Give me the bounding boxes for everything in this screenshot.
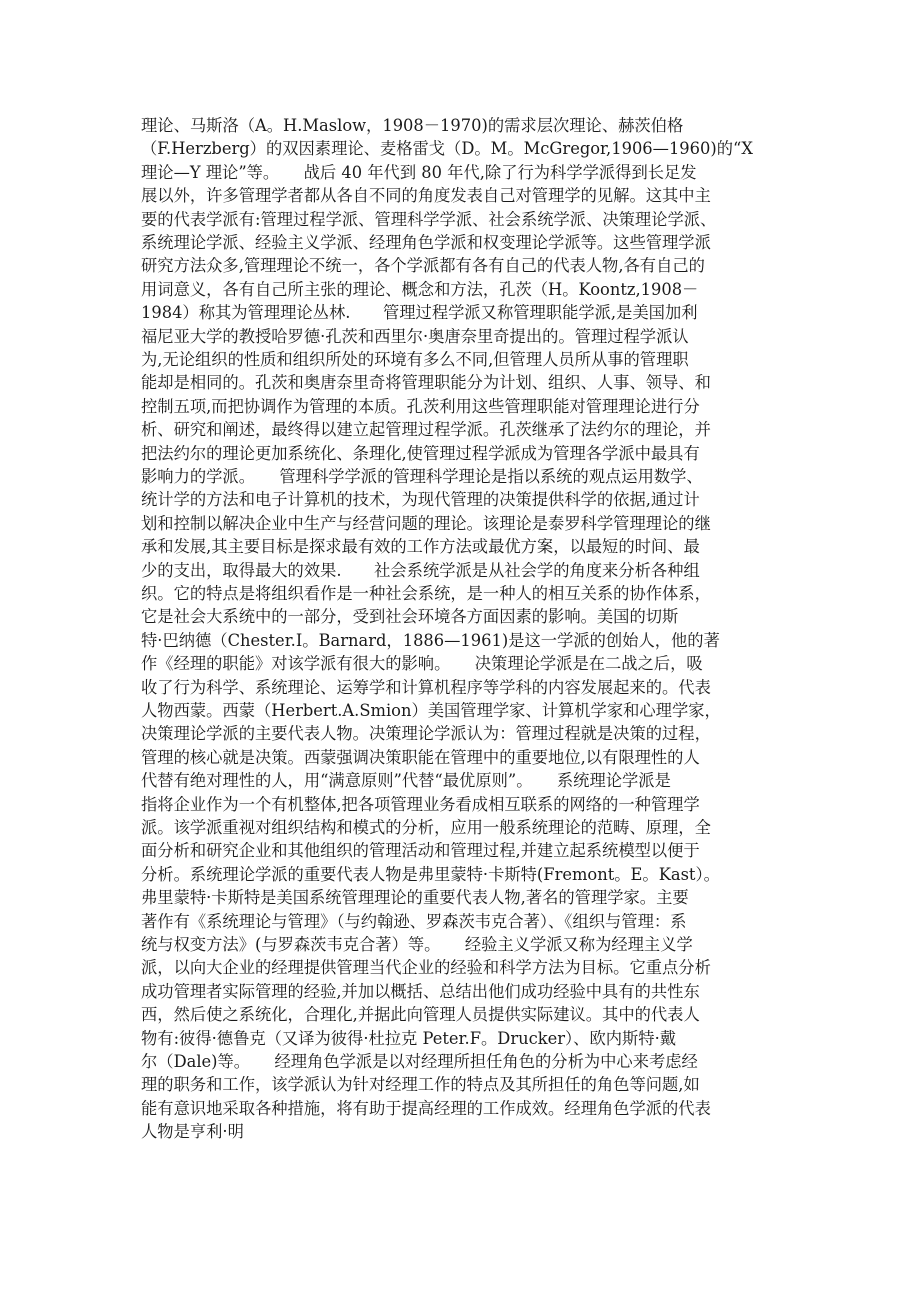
text-line: 人物西蒙。西蒙（Herbert.A.Smion）美国管理学家、计算机学家和心理学家， <box>141 701 721 720</box>
text-line: 面分析和研究企业和其他组织的管理活动和管理过程,并建立起系统模型以便于 <box>141 841 700 861</box>
text-line: 特·巴纳德（Chester.I。Barnard，1886—1961)是这一学派的创始人，他的著 <box>141 630 720 650</box>
text-line: 收了行为科学、系统理论、运筹学和计算机程序等学科的内容发展起来的。代表 <box>141 677 711 697</box>
text-line: 1984）称其为管理理论丛林. 管理过程学派又称管理职能学派,是美国加利 <box>141 303 698 323</box>
text-line: 控制五项,而把协调作为管理的本质。孔茨利用这些管理职能对管理理论进行分 <box>141 396 700 416</box>
text-line: 理的职务和工作，该学派认为针对经理工作的特点及其所担任的角色等问题,如 <box>141 1075 700 1095</box>
text-line: 决策理论学派的主要代表人物。决策理论学派认为：管理过程就是决策的过程， <box>141 724 711 744</box>
text-line: 分析。系统理论学派的重要代表人物是弗里蒙特·卡斯特(Fremont。E。Kast）。 <box>141 864 720 884</box>
text-line: 影响力的学派。 管理科学学派的管理科学理论是指以系统的观点运用数学、 <box>141 467 703 486</box>
text-line: 析、研究和阐述，最终得以建立起管理过程学派。孔茨继承了法约尔的理论，并 <box>141 420 711 440</box>
text-line: 研究方法众多,管理理论不统一，各个学派都有各有自己的代表人物,各有自己的 <box>141 256 705 276</box>
text-line: 弗里蒙特·卡斯特是美国系统管理理论的重要代表人物,著名的管理学家。主要 <box>141 888 689 908</box>
text-line: 用词意义，各有自己所主张的理论、概念和方法，孔茨（H。Koontz,1908－ <box>141 279 699 299</box>
text-line: 它是社会大系统中的一部分，受到社会环境各方面因素的影响。美国的切斯 <box>141 607 679 627</box>
text-line: 要的代表学派有:管理过程学派、管理科学学派、社会系统学派、决策理论学派、 <box>141 209 717 229</box>
text-line: 展以外，许多管理学者都从各自不同的角度发表自己对管理学的见解。这其中主 <box>141 186 711 206</box>
text-line: 著作有《系统理论与管理》（与约翰逊、罗森茨韦克合著）、《组织与管理：系 <box>141 911 687 931</box>
text-line: 织。它的特点是将组织看作是一种社会系统，是一种人的相互关系的协作体系， <box>141 584 711 603</box>
text-line: 能却是相同的。孔茨和奥唐奈里奇将管理职能分为计划、组织、人事、领导、和 <box>141 373 711 393</box>
text-line: 为,无论组织的性质和组织所处的环境有多么不同,但管理人员所从事的管理职 <box>141 350 689 369</box>
text-line: 西，然后使之系统化，合理化,并据此向管理人员提供实际建议。其中的代表人 <box>141 1005 700 1025</box>
text-line: 把法约尔的理论更加系统化、条理化,使管理过程学派成为管理各学派中最具有 <box>141 443 700 463</box>
text-line: 代替有绝对理性的人，用“满意原则”代替“最优原则”。 系统理论学派是 <box>141 771 671 791</box>
text-line: 指将企业作为一个有机整体,把各项管理业务看成相互联系的网络的一种管理学 <box>141 794 700 814</box>
text-line: 尔（Dale)等。 经理角色学派是以对经理所担任角色的分析为中心来考虑经 <box>141 1052 698 1071</box>
text-line: 福尼亚大学的教授哈罗德·孔茨和西里尔·奥唐奈里奇提出的。管理过程学派认 <box>141 326 689 346</box>
text-line: 划和控制以解决企业中生产与经营问题的理论。该理论是泰罗科学管理理论的继 <box>141 513 711 533</box>
text-line: 派。该学派重视对组织结构和模式的分析，应用一般系统理论的范畴、原理，全 <box>141 818 711 837</box>
text-line: 理论、马斯洛（A。H.Maslow，1908－1970)的需求层次理论、赫茨伯格 <box>141 116 684 135</box>
text-line: 少的支出，取得最大的效果. 社会系统学派是从社会学的角度来分析各种组 <box>141 560 700 580</box>
text-line: 理论—Y 理论”等。 战后 40 年代到 80 年代,除了行为科学学派得到长足发 <box>141 162 697 182</box>
text-line: 承和发展,其主要目标是探求最有效的工作方法或最优方案，以最短的时间、最 <box>141 537 700 557</box>
text-line: 能有意识地采取各种措施，将有助于提高经理的工作成效。经理角色学派的代表 <box>141 1098 711 1118</box>
text-line: （F.Herzberg）的双因素理论、麦格雷戈（D。M。McGregor,1906—1960)的“X <box>141 139 753 159</box>
text-line: 系统理论学派、经验主义学派、经理角色学派和权变理论学派等。这些管理学派 <box>141 233 711 252</box>
text-line: 派，以向大企业的经理提供管理当代企业的经验和科学方法为目标。它重点分析 <box>141 958 711 978</box>
text-line: 作《经理的职能》对该学派有很大的影响。 决策理论学派是在二战之后，吸 <box>141 654 703 674</box>
text-line: 成功管理者实际管理的经验,并加以概括、总结出他们成功经验中具有的共性东 <box>141 981 700 1001</box>
text-line: 管理的核心就是决策。西蒙强调决策职能在管理中的重要地位,以有限理性的人 <box>141 747 700 767</box>
text-line: 物有:彼得·德鲁克（又译为彼得·杜拉克 Peter.F。Drucker）、欧内斯特·戴 <box>141 1028 677 1048</box>
text-line: 统与权变方法》(与罗森茨韦克合著）等。 经验主义学派又称为经理主义学 <box>141 935 693 954</box>
text-line: 人物是亨利·明 <box>141 1122 244 1142</box>
text-line: 统计学的方法和电子计算机的技术，为现代管理的决策提供科学的依据,通过计 <box>141 490 700 510</box>
